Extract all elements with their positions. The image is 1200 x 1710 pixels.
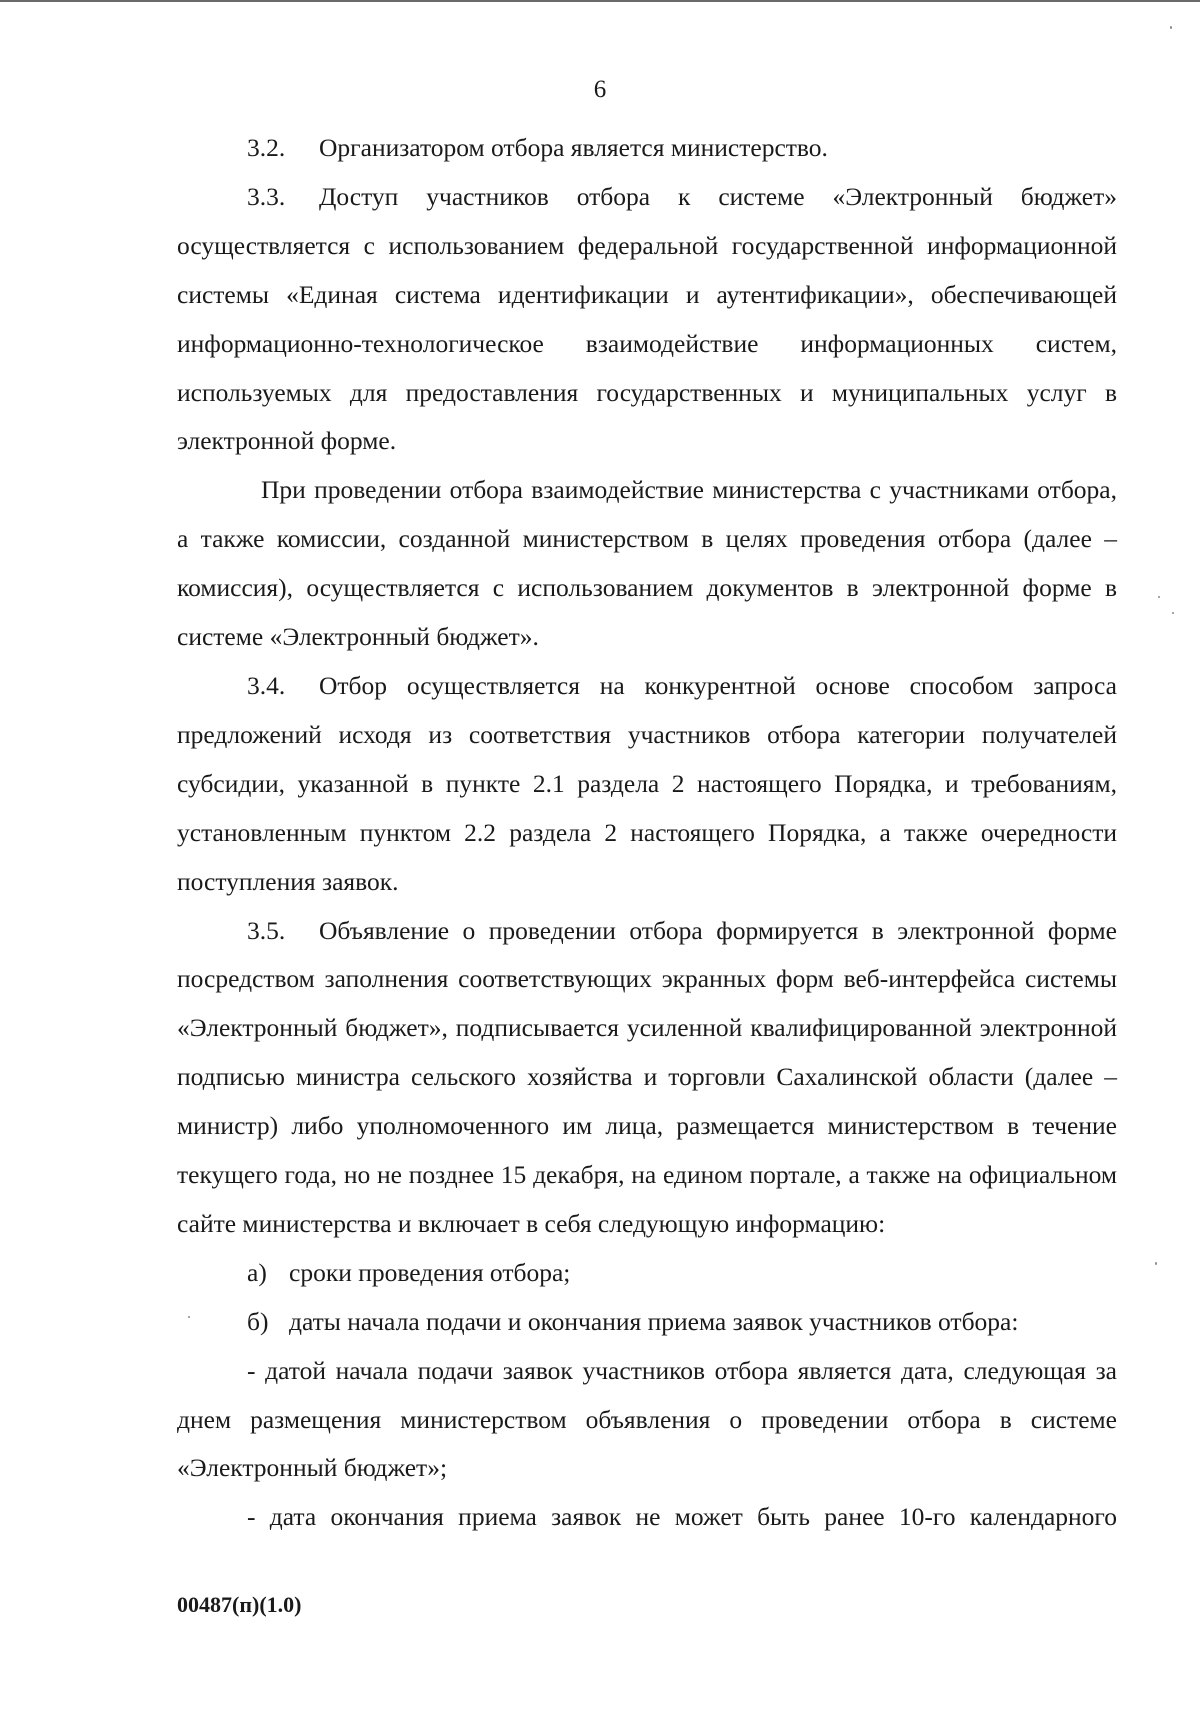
paragraph-interaction xyxy=(177,466,1117,662)
paragraph-3-5 xyxy=(177,907,1117,1249)
list-item-text: сроки проведения отбора; xyxy=(289,1257,571,1287)
list-item-text: даты начала подачи и окончания приема заявок участников отбора: xyxy=(289,1306,1019,1336)
paragraph-3-3 xyxy=(177,173,1117,466)
list-letter: б) xyxy=(247,1306,269,1336)
clause-number: 3.4. xyxy=(247,670,286,700)
scan-speck xyxy=(1172,612,1174,614)
page-number: 6 xyxy=(593,76,607,103)
clause-number: 3.5. xyxy=(247,915,286,945)
paragraph-3-4 xyxy=(177,662,1117,907)
scan-speck xyxy=(1170,26,1172,29)
clause-number: 3.2. xyxy=(247,133,286,162)
dash-item-text: - датой начала подачи заявок участников отбора является дата, следующая за днем размещения министерством объявления о проведении отбора в системе «Электронный бюджет»; xyxy=(177,1355,1117,1483)
list-letter: а) xyxy=(247,1257,267,1287)
document-body xyxy=(177,124,1117,1542)
paragraph-text: Объявление о проведении отбора формируется в электронной форме посредством заполнения соответствующих экранных форм веб-интерфейса системы «Электронный бюджет», подписывается усиленной квалифицированной электронной подписью министра сельского хозяйства и торговли Сахалинской области (далее – министр) либо уполномоченного им лица, размещается министерством в течение текущего года, но не позднее 15 декабря, на едином портале, а также на официальном сайте министерства и включает в себя следующую информацию: xyxy=(177,915,1117,1238)
dash-item-text: - дата окончания приема заявок не может быть ранее 10-го календарного xyxy=(247,1502,1117,1532)
list-item-a xyxy=(177,1249,1117,1298)
dash-item-start-date xyxy=(177,1347,1117,1494)
paragraph-text: Организатором отбора является министерство. xyxy=(319,133,828,162)
paragraph-text: Доступ участников отбора к системе «Электронный бюджет» осуществляется с использованием федеральной государственной информационной системы «Единая система идентификации и аутентификации», обеспечивающей информационно-технологическое взаимодействие информационных систем, используемых для предоставления государственных и муниципальных услуг в электронной форме. xyxy=(177,181,1117,456)
scan-speck xyxy=(1155,1262,1157,1265)
clause-number: 3.3. xyxy=(247,181,286,211)
dash-item-end-date xyxy=(177,1493,1117,1542)
paragraph-3-2 xyxy=(177,124,1117,173)
paragraph-text: Отбор осуществляется на конкурентной основе способом запроса предложений исходя из соответствия участников отбора категории получателей субсидии, указанной в пункте 2.1 раздела 2 настоящего Порядка, и требованиям, установленным пунктом 2.2 раздела 2 настоящего Порядка, а также очередности поступления заявок. xyxy=(177,670,1117,896)
scan-speck xyxy=(188,1316,190,1318)
scan-speck xyxy=(1158,596,1160,598)
paragraph-text: При проведении отбора взаимодействие министерства с участниками отбора, а также комиссии, созданной министерством в целях проведения отбора (далее – комиссия), осуществляется с использованием документов в электронной форме в системе «Электронный бюджет». xyxy=(177,475,1117,652)
scan-edge-line xyxy=(0,0,1200,2)
document-code: 00487(п)(1.0) xyxy=(177,1592,302,1617)
list-item-b xyxy=(177,1298,1117,1347)
